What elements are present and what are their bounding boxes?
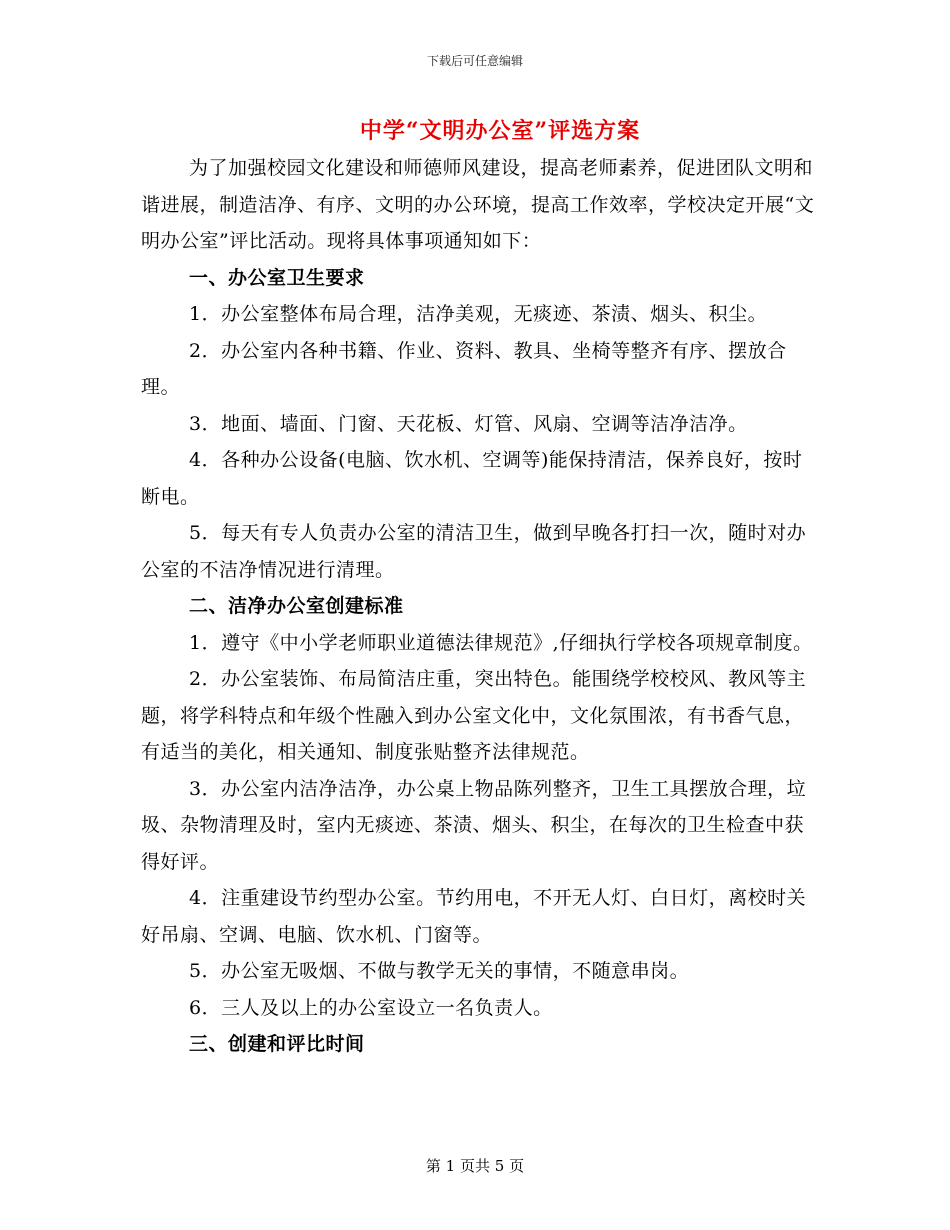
list-item: 6．三人及以上的办公室设立一名负责人。 xyxy=(189,996,553,1019)
list-item: 1．办公室整体布局合理，洁净美观，无痰迹、茶渍、烟头、积尘。 xyxy=(189,303,768,325)
list-item: 5．每天有专人负责办公室的清洁卫生，做到早晚各打扫一次，随时对办公室的不洁净情况进行清理。 xyxy=(141,522,807,581)
section-heading: 二、洁净办公室创建标准 xyxy=(189,595,404,617)
section-heading: 三、创建和评比时间 xyxy=(189,1033,365,1055)
list-item: 4．各种办公设备(电脑、饮水机、空调等)能保持清洁，保养良好，按时断电。 xyxy=(141,449,803,508)
page-number: 第 1 页共 5 页 xyxy=(425,1157,525,1175)
list-item: 3．地面、墙面、门窗、天花板、灯管、风扇、空调等洁净洁净。 xyxy=(189,412,748,435)
header-note: 下载后可任意编辑 xyxy=(426,54,523,68)
document-title: 中学“文明办公室”评选方案 xyxy=(359,118,641,144)
list-item: 3．办公室内洁净洁净，办公桌上物品陈列整齐，卫生工具摆放合理，垃圾、杂物清理及时，室内无痰迹、茶渍、烟头、积尘，在每次的卫生检查中获得好评。 xyxy=(141,777,807,873)
list-item: 5．办公室无吸烟、不做与教学无关的事情，不随意串岗。 xyxy=(189,960,690,982)
list-item: 2．办公室装饰、布局简洁庄重，突出特色。能围绕学校校风、教风等主题，将学科特点和年级个性融入到办公室文化中，文化氛围浓，有书香气息，有适当的美化，相关通知、制度张贴整齐法律规范。 xyxy=(141,668,807,763)
section-heading: 一、办公室卫生要求 xyxy=(189,266,365,289)
list-item: 1．遵守《中小学老师职业道德法律规范》,仔细执行学校各项规章制度。 xyxy=(189,631,813,654)
list-item: 2．办公室内各种书籍、作业、资料、教具、坐椅等整齐有序、摆放合理。 xyxy=(141,339,787,398)
document-body xyxy=(141,150,821,1063)
list-item: 4．注重建设节约型办公室。节约用电，不开无人灯、白日灯，离校时关好吊扇、空调、电脑、饮水机、门窗等。 xyxy=(141,887,807,946)
intro-paragraph: 为了加强校园文化建设和师德师风建设，提高老师素养，促进团队文明和谐进展，制造洁净、有序、文明的办公环境，提高工作效率，学校决定开展“文明办公室”评比活动。现将具体事项通知如下： xyxy=(141,157,815,252)
